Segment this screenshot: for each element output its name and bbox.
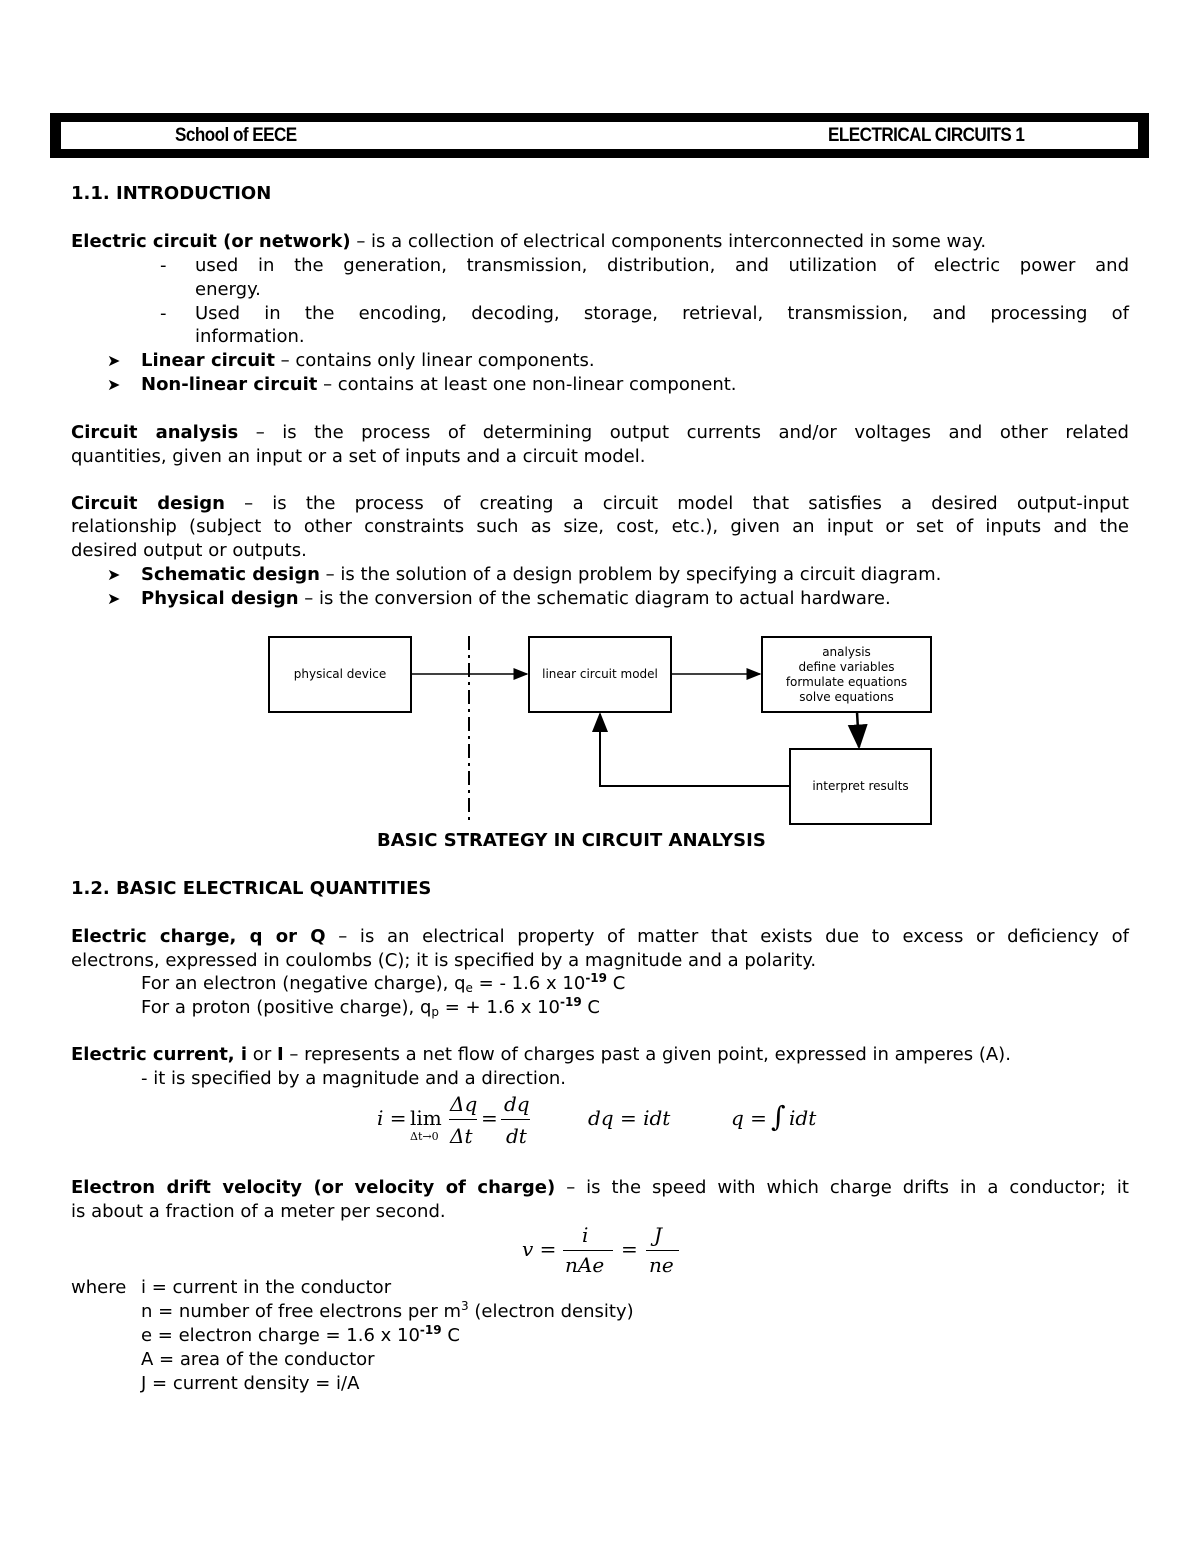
nonlinear-circuit-text: – contains at least one non-linear component.: [317, 374, 737, 395]
analysis-line: define variables: [798, 659, 895, 674]
fraction-bar: [449, 1119, 477, 1120]
arrow-feedback-to-model: [600, 714, 789, 786]
arrow-analysis-to-interpret: [857, 712, 859, 747]
dash-item-1-line2: energy.: [195, 279, 261, 300]
section-title-introduction: 1.1. INTRODUCTION: [71, 183, 272, 204]
circuit-analysis-text: – is the process of determining output currents and/or voltages and other related: [238, 422, 1129, 443]
physical-design-text: – is the conversion of the schematic diagram to actual hardware.: [298, 588, 891, 609]
circuit-analysis-term: Circuit analysis: [71, 422, 239, 443]
formula-idt: idt: [789, 1106, 817, 1130]
electron-charge-text: For an electron (negative charge), q: [141, 973, 466, 994]
e-def-text: e = electron charge = 1.6 x 10: [141, 1325, 420, 1346]
drift-line2: is about a fraction of a meter per second.: [71, 1201, 446, 1222]
charge-text: – is an electrical property of matter that exists due to excess or deficiency of: [325, 926, 1129, 947]
formula-nAe: nAe: [565, 1253, 605, 1277]
proton-value: = + 1.6 x 10: [439, 997, 560, 1018]
fraction-bar: [646, 1250, 679, 1251]
formula-v-equals: v =: [522, 1237, 557, 1261]
formula-delta-t: Δt: [450, 1124, 473, 1148]
drift-term: Electron drift velocity (or velocity of charge): [71, 1177, 556, 1198]
proton-exponent: -19: [560, 995, 582, 1009]
analysis-line: solve equations: [799, 689, 894, 704]
n-def-note: (electron density): [468, 1301, 634, 1322]
current-symbol: I: [276, 1044, 284, 1065]
dash-marker-1: -: [160, 255, 167, 276]
formula-lim: lim: [410, 1106, 442, 1130]
e-def-unit: C: [441, 1325, 460, 1346]
electron-subscript: e: [465, 981, 473, 995]
formula-equals: =: [481, 1106, 498, 1130]
header-school: School of EECE: [175, 125, 297, 146]
charge-line1: [71, 925, 1129, 949]
integral-icon: ∫: [771, 1100, 786, 1133]
linear-circuit-term: Linear circuit: [141, 350, 275, 371]
schematic-design-term: Schematic design: [141, 564, 320, 585]
analysis-line: analysis: [822, 644, 871, 659]
dash-marker-2: -: [160, 303, 167, 324]
formula-lim-subscript: Δt→0: [410, 1130, 439, 1143]
where-i-definition: i = current in the conductor: [141, 1277, 392, 1298]
formula-delta-q: Δq: [450, 1092, 478, 1116]
formula-dq-idt: dq = idt: [588, 1106, 671, 1130]
box-physical-device: physical device: [268, 636, 412, 713]
electric-circuit-term: Electric circuit (or network): [71, 231, 351, 252]
current-term: Electric current, i: [71, 1044, 248, 1065]
formula-ne: ne: [649, 1253, 674, 1277]
current-line2: - it is specified by a magnitude and a direction.: [141, 1068, 567, 1089]
where-label: where: [71, 1277, 127, 1298]
box-analysis: [761, 636, 932, 713]
electron-charge-line: [141, 972, 625, 996]
where-e-definition: [141, 1324, 460, 1348]
diagram-caption: BASIC STRATEGY IN CIRCUIT ANALYSIS: [377, 830, 766, 851]
circuit-design-text: – is the process of creating a circuit model that satisfies a desired output-input: [224, 493, 1129, 514]
proton-subscript: p: [431, 1005, 440, 1019]
circuit-analysis-line2: quantities, given an input or a set of inputs and a circuit model.: [71, 446, 646, 467]
electron-exponent: -19: [585, 971, 607, 985]
circuit-design-term: Circuit design: [71, 493, 225, 514]
formula-dq: dq: [504, 1092, 530, 1116]
e-def-exponent: -19: [419, 1323, 442, 1337]
formula-J-numerator: J: [654, 1223, 663, 1247]
charge-term: Electric charge, q or Q: [71, 926, 326, 947]
current-text: – represents a net flow of charges past a given point, expressed in amperes (A).: [283, 1044, 1011, 1065]
circuit-design-line3: desired output or outputs.: [71, 540, 307, 561]
electron-unit: C: [607, 973, 626, 994]
arrow-bullet-icon: ➤: [107, 565, 121, 584]
electric-circuit-text: – is a collection of electrical components interconnected in some way.: [350, 231, 987, 252]
current-line1: [71, 1043, 1011, 1067]
analysis-line: formulate equations: [785, 674, 908, 689]
section-title-quantities: 1.2. BASIC ELECTRICAL QUANTITIES: [71, 878, 432, 899]
physical-design-term: Physical design: [141, 588, 299, 609]
where-J-definition: J = current density = i/A: [141, 1373, 360, 1394]
proton-charge-line: [141, 996, 600, 1020]
arrow-bullet-icon: ➤: [107, 351, 121, 370]
arrow-bullet-icon: ➤: [107, 589, 121, 608]
n-def-exponent: 3: [460, 1299, 469, 1313]
dash-item-1-line1: used in the generation, transmission, distribution, and utilization of electric power and: [195, 255, 1129, 276]
nonlinear-circuit-term: Non-linear circuit: [141, 374, 318, 395]
formula-dt: dt: [506, 1124, 527, 1148]
linear-circuit-text: – contains only linear components.: [274, 350, 595, 371]
header-course: ELECTRICAL CIRCUITS 1: [828, 125, 1025, 146]
formula-equals: =: [621, 1237, 638, 1261]
arrow-bullet-icon: ➤: [107, 375, 121, 394]
drift-text: – is the speed with which charge drifts in a conductor; it: [555, 1177, 1129, 1198]
formula-i-equals: i =: [377, 1106, 407, 1130]
box-interpret-results: interpret results: [789, 748, 932, 825]
charge-line2: electrons, expressed in coulombs (C); it is specified by a magnitude and a polarity.: [71, 950, 817, 971]
dash-item-2-line1: Used in the encoding, decoding, storage, retrieval, transmission, and processing of: [195, 303, 1129, 324]
drift-line1: [71, 1176, 1129, 1200]
proton-unit: C: [581, 997, 600, 1018]
formula-q-equals: q =: [731, 1106, 767, 1130]
proton-charge-text: For a proton (positive charge), q: [141, 997, 432, 1018]
where-n-definition: [141, 1300, 634, 1324]
fraction-bar: [501, 1119, 530, 1120]
box-linear-circuit-model: linear circuit model: [528, 636, 672, 713]
n-def-text: n = number of free electrons per m: [141, 1301, 461, 1322]
where-A-definition: A = area of the conductor: [141, 1349, 375, 1370]
fraction-bar: [563, 1250, 613, 1251]
dash-item-2-line2: information.: [195, 326, 305, 347]
electron-value: = - 1.6 x 10: [472, 973, 586, 994]
schematic-design-text: – is the solution of a design problem by specifying a circuit diagram.: [319, 564, 942, 585]
current-or: or: [247, 1044, 277, 1065]
circuit-design-line2: relationship (subject to other constraints such as size, cost, etc.), given an input or set of inputs and the: [71, 516, 1129, 537]
formula-i-numerator: i: [582, 1223, 589, 1247]
